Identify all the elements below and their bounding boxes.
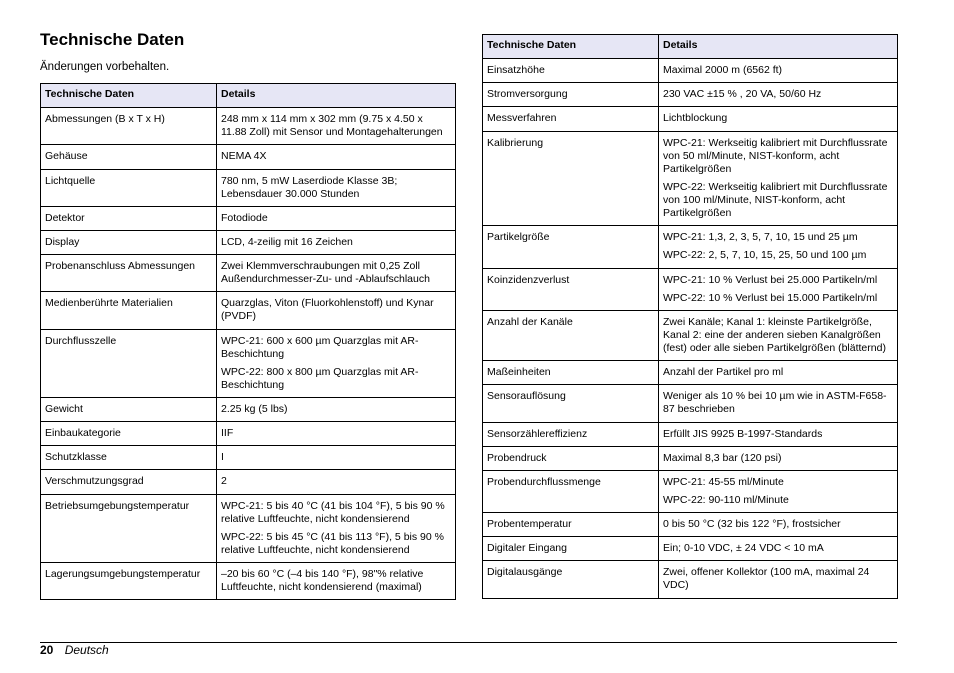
- spec-value-line: 780 nm, 5 mW Laserdiode Klasse 3B; Lebensdauer 30.000 Stunden: [221, 174, 398, 200]
- table-row: [483, 513, 898, 537]
- spec-value: [217, 292, 456, 329]
- spec-value: [659, 83, 898, 107]
- spec-value: [659, 513, 898, 537]
- spec-label: Abmessungen (B x T x H): [41, 108, 217, 145]
- column-header-spec: Technische Daten: [483, 35, 659, 59]
- spec-value-line: WPC-21: 45-55 ml/Minute: [663, 475, 784, 488]
- spec-value-line: WPC-22: 2, 5, 7, 10, 15, 25, 50 und 100 µm: [663, 249, 867, 262]
- spec-value: [659, 361, 898, 385]
- spec-label: Koinzidenzverlust: [483, 268, 659, 310]
- table-row: [41, 206, 456, 230]
- table-row: [483, 561, 898, 598]
- table-row: [41, 108, 456, 145]
- spec-value: [659, 226, 898, 268]
- spec-table-left: [40, 83, 456, 600]
- spec-label: Display: [41, 230, 217, 254]
- spec-table-right: [482, 34, 898, 599]
- spec-value-line: Zwei Kanäle; Kanal 1: kleinste Partikelgröße, Kanal 2: eine der anderen sieben Kanalgrößen (fest) oder alle sieben Partikelgrößen (blätternd): [663, 315, 886, 354]
- table-row: [483, 107, 898, 131]
- spec-value: [217, 422, 456, 446]
- spec-label: Probentemperatur: [483, 513, 659, 537]
- spec-value: [217, 329, 456, 398]
- spec-label: Probendruck: [483, 446, 659, 470]
- page-number: 20: [40, 643, 54, 657]
- page-footer: [40, 643, 109, 657]
- spec-value: [659, 385, 898, 422]
- spec-value: [659, 537, 898, 561]
- spec-value-line: WPC-22: 10 % Verlust bei 15.000 Partikeln/ml: [663, 291, 878, 304]
- spec-value: [217, 108, 456, 145]
- spec-label: Einsatzhöhe: [483, 59, 659, 83]
- table-row: [41, 255, 456, 292]
- spec-value-line: Quarzglas, Viton (Fluorkohlenstoff) und Kynar (PVDF): [221, 297, 434, 323]
- spec-value: [659, 131, 898, 226]
- column-header-details: Details: [217, 84, 456, 108]
- spec-label: Detektor: [41, 206, 217, 230]
- spec-value-line: 2.25 kg (5 lbs): [221, 403, 288, 415]
- spec-label: Verschmutzungsgrad: [41, 470, 217, 494]
- spec-value-line: 230 VAC ±15 % , 20 VA, 50/60 Hz: [663, 88, 822, 101]
- spec-label: Gehäuse: [41, 145, 217, 169]
- spec-value: [217, 255, 456, 292]
- spec-label: Betriebsumgebungstemperatur: [41, 494, 217, 563]
- spec-label: Medienberührte Materialien: [41, 292, 217, 329]
- spec-label: Anzahl der Kanäle: [483, 310, 659, 360]
- spec-value: [217, 446, 456, 470]
- spec-value: [659, 59, 898, 83]
- spec-value-line: I: [221, 451, 224, 464]
- table-row: [41, 422, 456, 446]
- spec-value: [217, 563, 456, 600]
- spec-value-line: Erfüllt JIS 9925 B-1997-Standards: [663, 427, 823, 440]
- spec-label: Probendurchflussmenge: [483, 470, 659, 512]
- spec-value-line: Zwei Klemmverschraubungen mit 0,25 Zoll Außendurchmesser-Zu- und -Ablaufschlauch: [221, 260, 430, 286]
- spec-value-line: WPC-22: 5 bis 45 °C (41 bis 113 °F), 5 bis 90 % relative Luftfeuchte, nicht kondensierend: [221, 530, 444, 556]
- spec-label: Einbaukategorie: [41, 422, 217, 446]
- table-row: [41, 446, 456, 470]
- spec-value: [659, 422, 898, 446]
- table-row: [483, 268, 898, 310]
- spec-value-line: WPC-21: Werkseitig kalibriert mit Durchflussrate von 50 ml/Minute, NIST-konform, acht Partikelgrößen: [663, 136, 888, 175]
- table-row: [41, 398, 456, 422]
- spec-value-line: NEMA 4X: [221, 150, 267, 163]
- spec-value: [217, 169, 456, 206]
- spec-value-line: WPC-21: 10 % Verlust bei 25.000 Partikeln/ml: [663, 273, 878, 286]
- spec-label: Lagerungsumgebungstemperatur: [41, 563, 217, 600]
- spec-value-line: Fotodiode: [221, 211, 268, 224]
- page-subtitle: Änderungen vorbehalten.: [40, 61, 170, 73]
- spec-label: Stromversorgung: [483, 83, 659, 107]
- table-header-row: [41, 84, 456, 108]
- spec-value-line: LCD, 4-zeilig mit 16 Zeichen: [221, 235, 353, 248]
- spec-value: [659, 561, 898, 598]
- table-row: [41, 230, 456, 254]
- table-row: [41, 145, 456, 169]
- spec-value-line: WPC-22: 800 x 800 µm Quarzglas mit AR-Beschichtung: [221, 365, 419, 391]
- table-row: [483, 361, 898, 385]
- spec-label: Maßeinheiten: [483, 361, 659, 385]
- table-row: [483, 59, 898, 83]
- table-row: [41, 470, 456, 494]
- spec-label: Durchflusszelle: [41, 329, 217, 398]
- spec-value-line: 0 bis 50 °C (32 bis 122 °F), frostsicher: [663, 518, 841, 530]
- spec-value-line: –20 bis 60 °C (–4 bis 140 °F), 98"% relative Luftfeuchte, nicht kondensierend (maximal): [221, 568, 424, 594]
- spec-value: [659, 470, 898, 512]
- spec-table-left-body: [41, 108, 456, 600]
- spec-label: Partikelgröße: [483, 226, 659, 268]
- table-row: [483, 385, 898, 422]
- spec-value: [217, 494, 456, 563]
- spec-value: [659, 107, 898, 131]
- table-row: [41, 169, 456, 206]
- spec-value-line: IIF: [221, 427, 234, 440]
- footer-divider: [40, 642, 897, 643]
- table-row: [483, 131, 898, 226]
- spec-value-line: WPC-21: 600 x 600 µm Quarzglas mit AR-Beschichtung: [221, 334, 419, 360]
- column-header-details: Details: [659, 35, 898, 59]
- spec-value-line: Maximal 8,3 bar (120 psi): [663, 451, 782, 464]
- spec-value: [659, 446, 898, 470]
- spec-label: Sensorzählereffizienz: [483, 422, 659, 446]
- table-row: [41, 292, 456, 329]
- spec-table-right-body: [483, 59, 898, 598]
- table-row: [483, 470, 898, 512]
- spec-label: Messverfahren: [483, 107, 659, 131]
- table-row: [483, 537, 898, 561]
- spec-label: Lichtquelle: [41, 169, 217, 206]
- spec-value-line: WPC-21: 5 bis 40 °C (41 bis 104 °F), 5 bis 90 % relative Luftfeuchte, nicht kondensierend: [221, 499, 445, 525]
- spec-value-line: 2: [221, 475, 227, 488]
- table-row: [41, 494, 456, 563]
- spec-label: Sensorauflösung: [483, 385, 659, 422]
- spec-value-line: Weniger als 10 % bei 10 µm wie in ASTM-F658-87 beschrieben: [663, 390, 887, 416]
- footer-language: Deutsch: [64, 643, 109, 657]
- spec-value: [217, 470, 456, 494]
- table-row: [483, 446, 898, 470]
- spec-value: [217, 230, 456, 254]
- spec-value-line: Zwei, offener Kollektor (100 mA, maximal 24 VDC): [663, 566, 870, 592]
- table-row: [41, 329, 456, 398]
- spec-value: [217, 145, 456, 169]
- spec-value-line: WPC-22: 90-110 ml/Minute: [663, 493, 789, 506]
- spec-label: Schutzklasse: [41, 446, 217, 470]
- spec-value-line: Maximal 2000 m (6562 ft): [663, 64, 783, 77]
- spec-label: Kalibrierung: [483, 131, 659, 226]
- table-row: [483, 422, 898, 446]
- table-header-row: [483, 35, 898, 59]
- spec-value: [217, 206, 456, 230]
- spec-value: [659, 268, 898, 310]
- spec-value-line: Anzahl der Partikel pro ml: [663, 366, 784, 379]
- spec-value-line: WPC-21: 1,3, 2, 3, 5, 7, 10, 15 und 25 µm: [663, 231, 858, 244]
- spec-value: [659, 310, 898, 360]
- table-row: [483, 310, 898, 360]
- spec-label: Digitalausgänge: [483, 561, 659, 598]
- table-row: [483, 83, 898, 107]
- spec-value-line: Lichtblockung: [663, 112, 728, 125]
- spec-label: Probenanschluss Abmessungen: [41, 255, 217, 292]
- spec-value-line: WPC-22: Werkseitig kalibriert mit Durchflussrate von 100 ml/Minute, NIST-konform, acht Partikelgrößen: [663, 180, 888, 220]
- table-row: [483, 226, 898, 268]
- spec-label: Digitaler Eingang: [483, 537, 659, 561]
- column-header-spec: Technische Daten: [41, 84, 217, 108]
- spec-value-line: Ein; 0-10 VDC, ± 24 VDC < 10 mA: [663, 542, 824, 555]
- page-title: Technische Daten: [40, 30, 185, 49]
- spec-value-line: 248 mm x 114 mm x 302 mm (9.75 x 4.50 x 11.88 Zoll) mit Sensor und Montagehalterungen: [221, 113, 443, 139]
- table-row: [41, 563, 456, 600]
- spec-label: Gewicht: [41, 398, 217, 422]
- spec-value: [217, 398, 456, 422]
